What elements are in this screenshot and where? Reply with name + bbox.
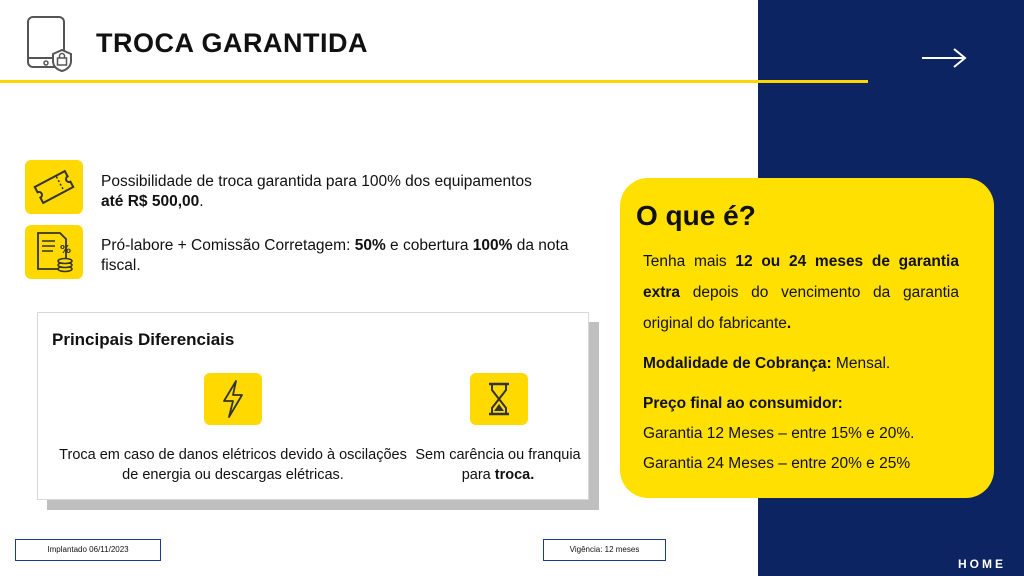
card-body (643, 246, 959, 475)
ticket-icon (25, 160, 83, 214)
lightning-icon (204, 373, 262, 425)
differential-text-plain: Sem carência ou franquia para (415, 447, 581, 483)
tablet-lock-icon (25, 14, 75, 72)
differential-text-carencia (410, 445, 586, 485)
implantado-badge: Implantado 06/11/2023 (15, 539, 161, 561)
differentials-panel (37, 312, 589, 500)
vigencia-badge: Vigência: 12 meses (543, 539, 666, 561)
arrow-right-icon[interactable] (920, 46, 968, 70)
row-bold-a: 50% (354, 237, 386, 254)
row-text-comissao (101, 236, 571, 276)
row-text-troca (101, 172, 532, 212)
row-text-bold: até R$ 500,00 (101, 193, 200, 210)
svg-text:%: % (60, 243, 72, 256)
row-text-c: da nota fiscal. (101, 237, 569, 274)
row-text-end: . (199, 193, 204, 210)
card-p1-end: . (786, 315, 792, 332)
row-text-plain: Possibilidade de troca garantida para 100% dos equipamentos (101, 173, 532, 190)
preco-line-24: Garantia 24 Meses – entre 20% e 25% (643, 455, 911, 472)
modalidade-label: Modalidade de Cobrança: (643, 355, 832, 372)
row-text-b: e cobertura (385, 237, 473, 254)
invoice-percent-icon (25, 225, 83, 279)
header-divider (0, 80, 868, 83)
preco-label-text: Preço final ao consumidor: (643, 395, 843, 412)
preco-line-12: Garantia 12 Meses – entre 15% e 20%. (643, 425, 915, 442)
page-title: TROCA GARANTIDA (96, 28, 368, 58)
card-p1-bold: 12 ou 24 meses de garantia extra (643, 253, 959, 301)
card-modalidade (643, 353, 959, 375)
card-paragraph-garantia (643, 246, 959, 339)
info-card (620, 178, 994, 498)
hourglass-icon (470, 373, 528, 425)
modalidade-value: Mensal. (831, 355, 891, 372)
row-bold-b: 100% (472, 237, 513, 254)
differential-text-eletricos: Troca em caso de danos elétricos devido à oscilações de energia ou descargas elétricas. (59, 447, 407, 483)
row-text-a: Pró-labore + Comissão Corretagem: (101, 237, 355, 254)
differential-text-bold: troca. (494, 467, 535, 483)
card-title: O que é? (636, 200, 756, 231)
card-p1-b: depois do vencimento da garantia original do fabricante (643, 284, 959, 332)
card-p1-a: Tenha mais (643, 253, 736, 270)
preco-label (643, 393, 959, 415)
home-link[interactable]: HOME (958, 557, 1006, 571)
differentials-title: Principais Diferenciais (52, 330, 235, 349)
